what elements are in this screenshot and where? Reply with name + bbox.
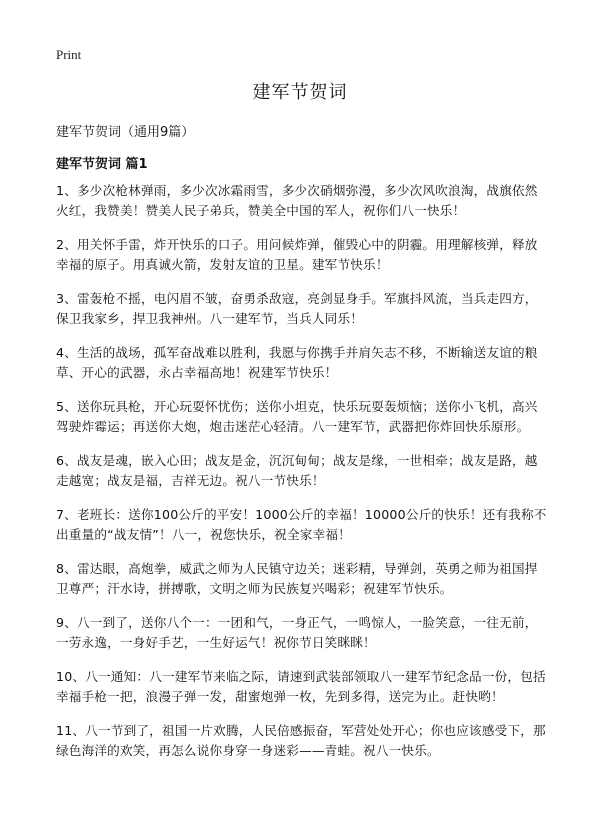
greeting-paragraph: 3、雷轰枪不摇，电闪眉不皱，奋勇杀敌寇，亮剑显身手。军旗抖风流，当兵走四方，保卫我家乡，捍卫我神州。八一建军节，当兵人同乐！ (56, 291, 538, 326)
print-link[interactable]: Print (56, 47, 82, 62)
greeting-paragraph: 10、八一通知：八一建军节来临之际，请速到武装部领取八一建军节纪念品一份，包括幸福手枪一把，浪漫子弹一发，甜蜜炮弹一枚，先到多得，送完为止。赶快哟！ (56, 669, 546, 704)
document-subtitle: 建军节贺词（通用9篇） (56, 125, 195, 140)
greeting-paragraph: 6、战友是魂，嵌入心田；战友是金，沉沉甸甸；战友是缘，一世相牵；战友是路，越走越宽；战友是福，吉祥无边。祝八一节快乐！ (56, 453, 538, 488)
greeting-paragraph: 5、送你玩具枪，开心玩耍怀忧伤；送你小坦克，快乐玩耍轰烦恼；送你小飞机，高兴驾驶炸霉运；再送你大炮，炮击迷茫心轻清。八一建军节，武器把你炸回快乐原形。 (56, 399, 538, 434)
greeting-paragraph: 7、老班长：送你100公斤的平安！1000公斤的幸福！10000公斤的快乐！还有我称不出重量的“战友情”！八一，祝您快乐，祝全家幸福！ (56, 507, 547, 542)
page-title: 建军节贺词 (252, 82, 348, 103)
greetings-list (56, 181, 550, 775)
greeting-paragraph: 2、用关怀手雷，炸开快乐的口子。用问候炸弹，催毁心中的阴霾。用理解核弹，释放幸福的原子。用真诚火箭，发射友谊的卫星。建军节快乐！ (56, 237, 538, 272)
greeting-paragraph: 8、雷达眼，高炮拳，威武之师为人民镇守边关；迷彩精，导弹剑，英勇之师为祖国捍卫尊严；汗水诗，拼搏歌，文明之师为民族复兴喝彩；祝建军节快乐。 (56, 561, 538, 596)
greeting-paragraph: 1、多少次枪林弹雨，多少次冰霜雨雪，多少次硝烟弥漫，多少次风吹浪淘，战旗依然火红，我赞美！赞美人民子弟兵，赞美全中国的军人，祝你们八一快乐！ (56, 183, 538, 218)
section-heading: 建军节贺词 篇1 (56, 157, 148, 172)
greeting-paragraph: 11、八一节到了，祖国一片欢腾，人民倍感振奋，军营处处开心；你也应该感受下，那绿色海洋的欢笑，再怎么说你身穿一身迷彩——青蛙。祝八一快乐。 (56, 723, 546, 758)
greeting-paragraph: 9、八一到了，送你八个一：一团和气，一身正气，一鸣惊人，一脸笑意，一往无前，一劳永逸，一身好手艺，一生好运气！祝你节日笑眯眯！ (56, 615, 538, 650)
greeting-paragraph: 4、生活的战场，孤军奋战难以胜利，我愿与你携手并肩矢志不移，不断输送友谊的粮草、开心的武器，永占幸福高地！祝建军节快乐！ (56, 345, 538, 380)
